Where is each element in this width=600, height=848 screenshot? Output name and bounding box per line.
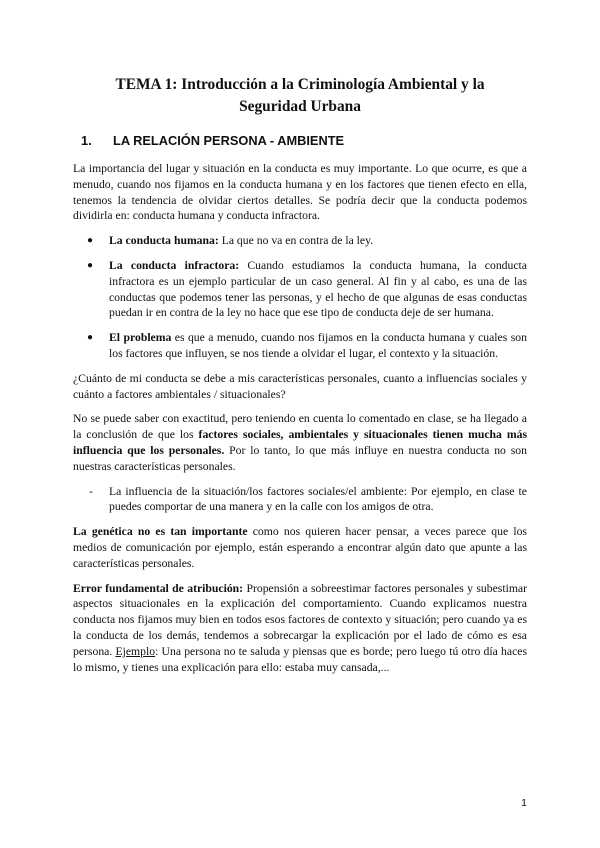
question-paragraph: ¿Cuánto de mi conducta se debe a mis características personales, cuanto a influencias sociales y cuánto a factores ambientales / situacionales? [73,371,527,401]
bullet-term: La conducta infractora: [109,258,240,272]
conclusion-paragraph [73,411,527,474]
title-line-1: TEMA 1: Introducción a la Criminología Ambiental y la [115,76,485,93]
genetics-text: como nos quieren hacer pensar, a veces parece que los medios de comunicación por ejemplo, están esperando a encontrar algún dato que apunte a las características personales. [73,525,527,570]
error-paragraph [73,581,527,676]
dash-icon: - [89,484,93,498]
bullet-list [73,233,527,362]
bullet-icon: ● [87,332,94,344]
example-label: Ejemplo [115,644,156,658]
section-title: LA RELACIÓN PERSONA - AMBIENTE [113,133,345,148]
bullet-icon: ● [87,259,94,271]
bullet-item-conducta-humana [73,233,527,249]
bullet-item-conducta-infractora [73,258,527,321]
bullet-term: El problema [109,331,172,345]
error-bold: Error fundamental de atribución: [73,581,244,595]
dash-item-text: La influencia de la situación/los factores sociales/el ambiente: Por ejemplo, en clase te puedes comportar de una manera y en la calle con los amigos de otra. [109,484,527,514]
bullet-text: Cuando estudiamos la conducta humana, la conducta infractora es un ejemplo particular de un caso general. Al fin y al cabo, es una de las conductas que podemos tener las personas, y el hecho de que algunas de esas conductas puedan ir en contra de la ley no hace que ese tipo de conducta deje de ser humana. [109,258,527,320]
example-text: : Una persona no te saluda y piensas que es borde; pero luego tú otro día haces lo mismo, y tienes una explicación para ello: estaba muy cansada,... [73,644,527,674]
conclusion-bold: factores sociales, ambientales y situacionales tienen mucha más influencia que los personales. [73,428,527,457]
bullet-icon: ● [87,235,94,247]
genetics-bold: La genética no es tan importante [73,525,248,539]
dash-item [73,484,527,516]
document-title [73,74,527,118]
bullet-term: La conducta humana: [109,234,219,248]
genetics-paragraph [73,524,527,571]
conclusion-post: Por lo tanto, lo que más influye en nuestra conducta no son nuestras características personales. [73,443,527,473]
intro-paragraph: La importancia del lugar y situación en la conducta es muy importante. Lo que ocurre, es que a menudo, cuando nos fijamos en la conducta humana y en los factores que tienen efecto en ella, tenemos la tendencia de olvidar ciertos detalles. Se podría decir que la conducta podemos dividirla en: conducta humana y conducta infractora. [73,162,527,223]
conclusion-pre: No se puede saber con exactitud, pero teniendo en cuenta lo comentado en clase, se ha llegado a la conclusión de que los [73,412,527,442]
title-line-2: Seguridad Urbana [239,98,361,115]
bullet-item-el-problema [73,330,527,362]
bullet-text: La que no va en contra de la ley. [218,234,374,248]
section-number: 1. [81,133,92,148]
dash-list [73,484,527,516]
section-heading [73,133,527,148]
error-text: Propensión a sobreestimar factores personales y subestimar aspectos situacionales en la explicación del comportamiento. Cuando explicamos nuestra conducta nos fijamos muy bien en todos esos factores de contexto y situación; pero cuando ya es la conducta de los demás, tendemos a sobrecargar la explicación por el lado de cómo es esa persona. [73,581,527,658]
bullet-text: es que a menudo, cuando nos fijamos en la conducta humana y cuales son los factores que influyen, se nos tiende a olvidar el lugar, el contexto y la situación. [109,331,527,360]
page-number: 1 [521,797,527,809]
